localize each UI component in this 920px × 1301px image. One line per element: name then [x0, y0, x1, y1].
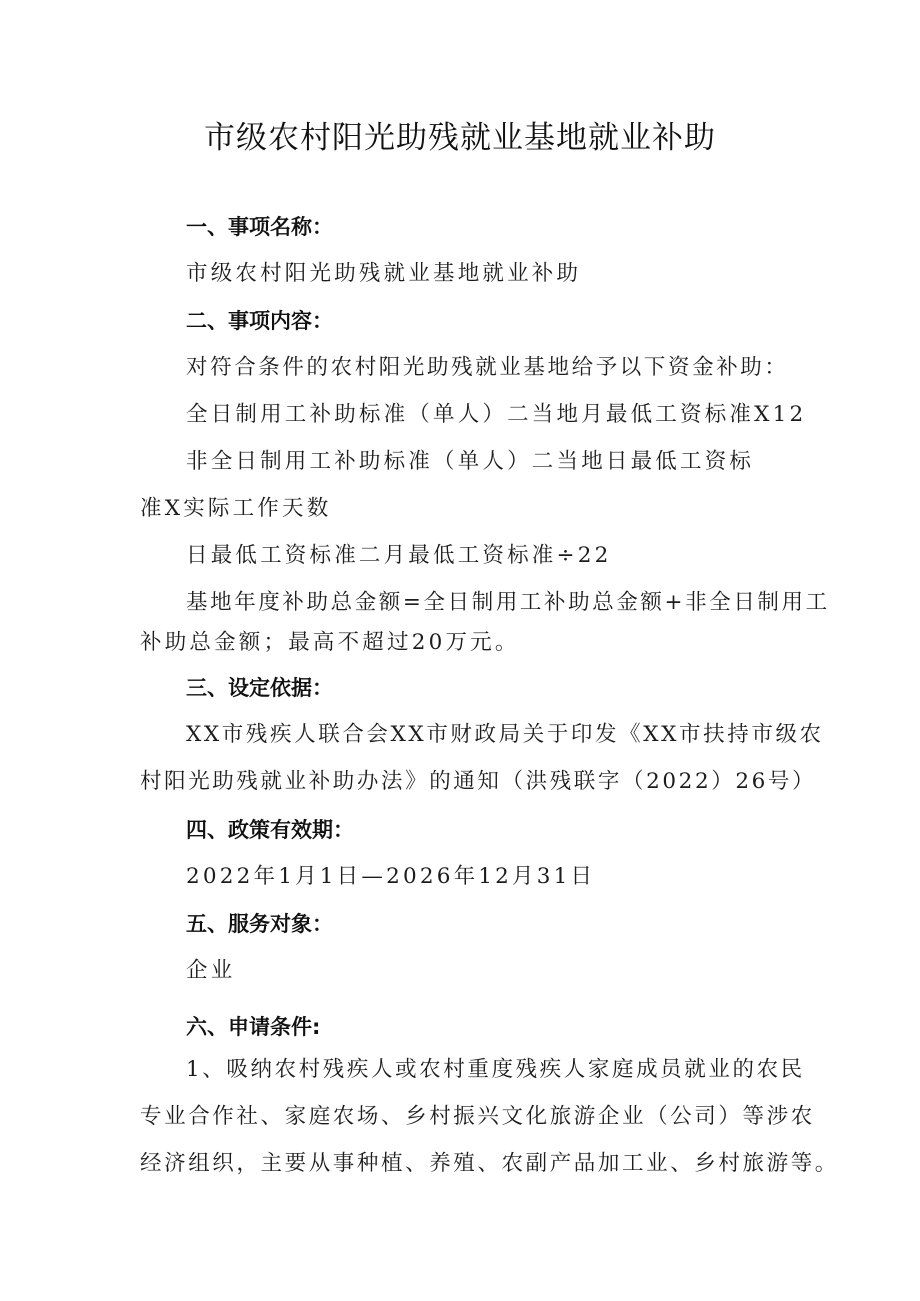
document-title: 市级农村阳光助残就业基地就业补助 [204, 120, 716, 156]
section-heading-name: 一、事项名称： [186, 215, 333, 239]
paragraph-line: 基地年度补助总金额=全日制用工补助总金额+非全日制用工 [186, 590, 830, 615]
paragraph-line: 日最低工资标准二月最低工资标准÷22 [186, 543, 612, 568]
paragraph-line: 非全日制用工补助标准（单人）二当地日最低工资标 [186, 449, 755, 474]
paragraph-line: 专业合作社、家庭农场、乡村振兴文化旅游企业（公司）等涉农 [140, 1104, 815, 1129]
section-heading-conditions: 六、申请条件: [186, 1015, 321, 1039]
paragraph-line: 1、吸纳农村残疾人或农村重度残疾人家庭成员就业的农民 [186, 1057, 805, 1082]
paragraph-line: 村阳光助残就业补助办法》的通知（洪残联字（2022）26号） [140, 769, 817, 794]
paragraph-line: 企业 [186, 958, 236, 983]
paragraph-line: 2022年1月1日—2026年12月31日 [186, 864, 596, 889]
paragraph-line: 经济组织，主要从事种植、养殖、农副产品加工业、乡村旅游等。 [140, 1151, 839, 1176]
section-heading-content: 二、事项内容： [186, 309, 333, 333]
section-heading-basis: 三、设定依据： [186, 676, 333, 700]
section-heading-validity: 四、政策有效期： [186, 818, 354, 842]
paragraph-line: 补助总金额；最高不超过20万元。 [140, 630, 520, 655]
paragraph-line: XX市残疾人联合会XX市财政局关于印发《XX市扶持市级农 [186, 722, 824, 747]
paragraph-line: 市级农村阳光助残就业基地就业补助 [186, 261, 582, 286]
section-heading-target: 五、服务对象： [186, 912, 333, 936]
paragraph-line: 准X实际工作天数 [140, 496, 332, 521]
paragraph-line: 对符合条件的农村阳光助残就业基地给予以下资金补助： [186, 355, 789, 380]
paragraph-line: 全日制用工补助标准（单人）二当地月最低工资标准X12 [186, 402, 807, 427]
